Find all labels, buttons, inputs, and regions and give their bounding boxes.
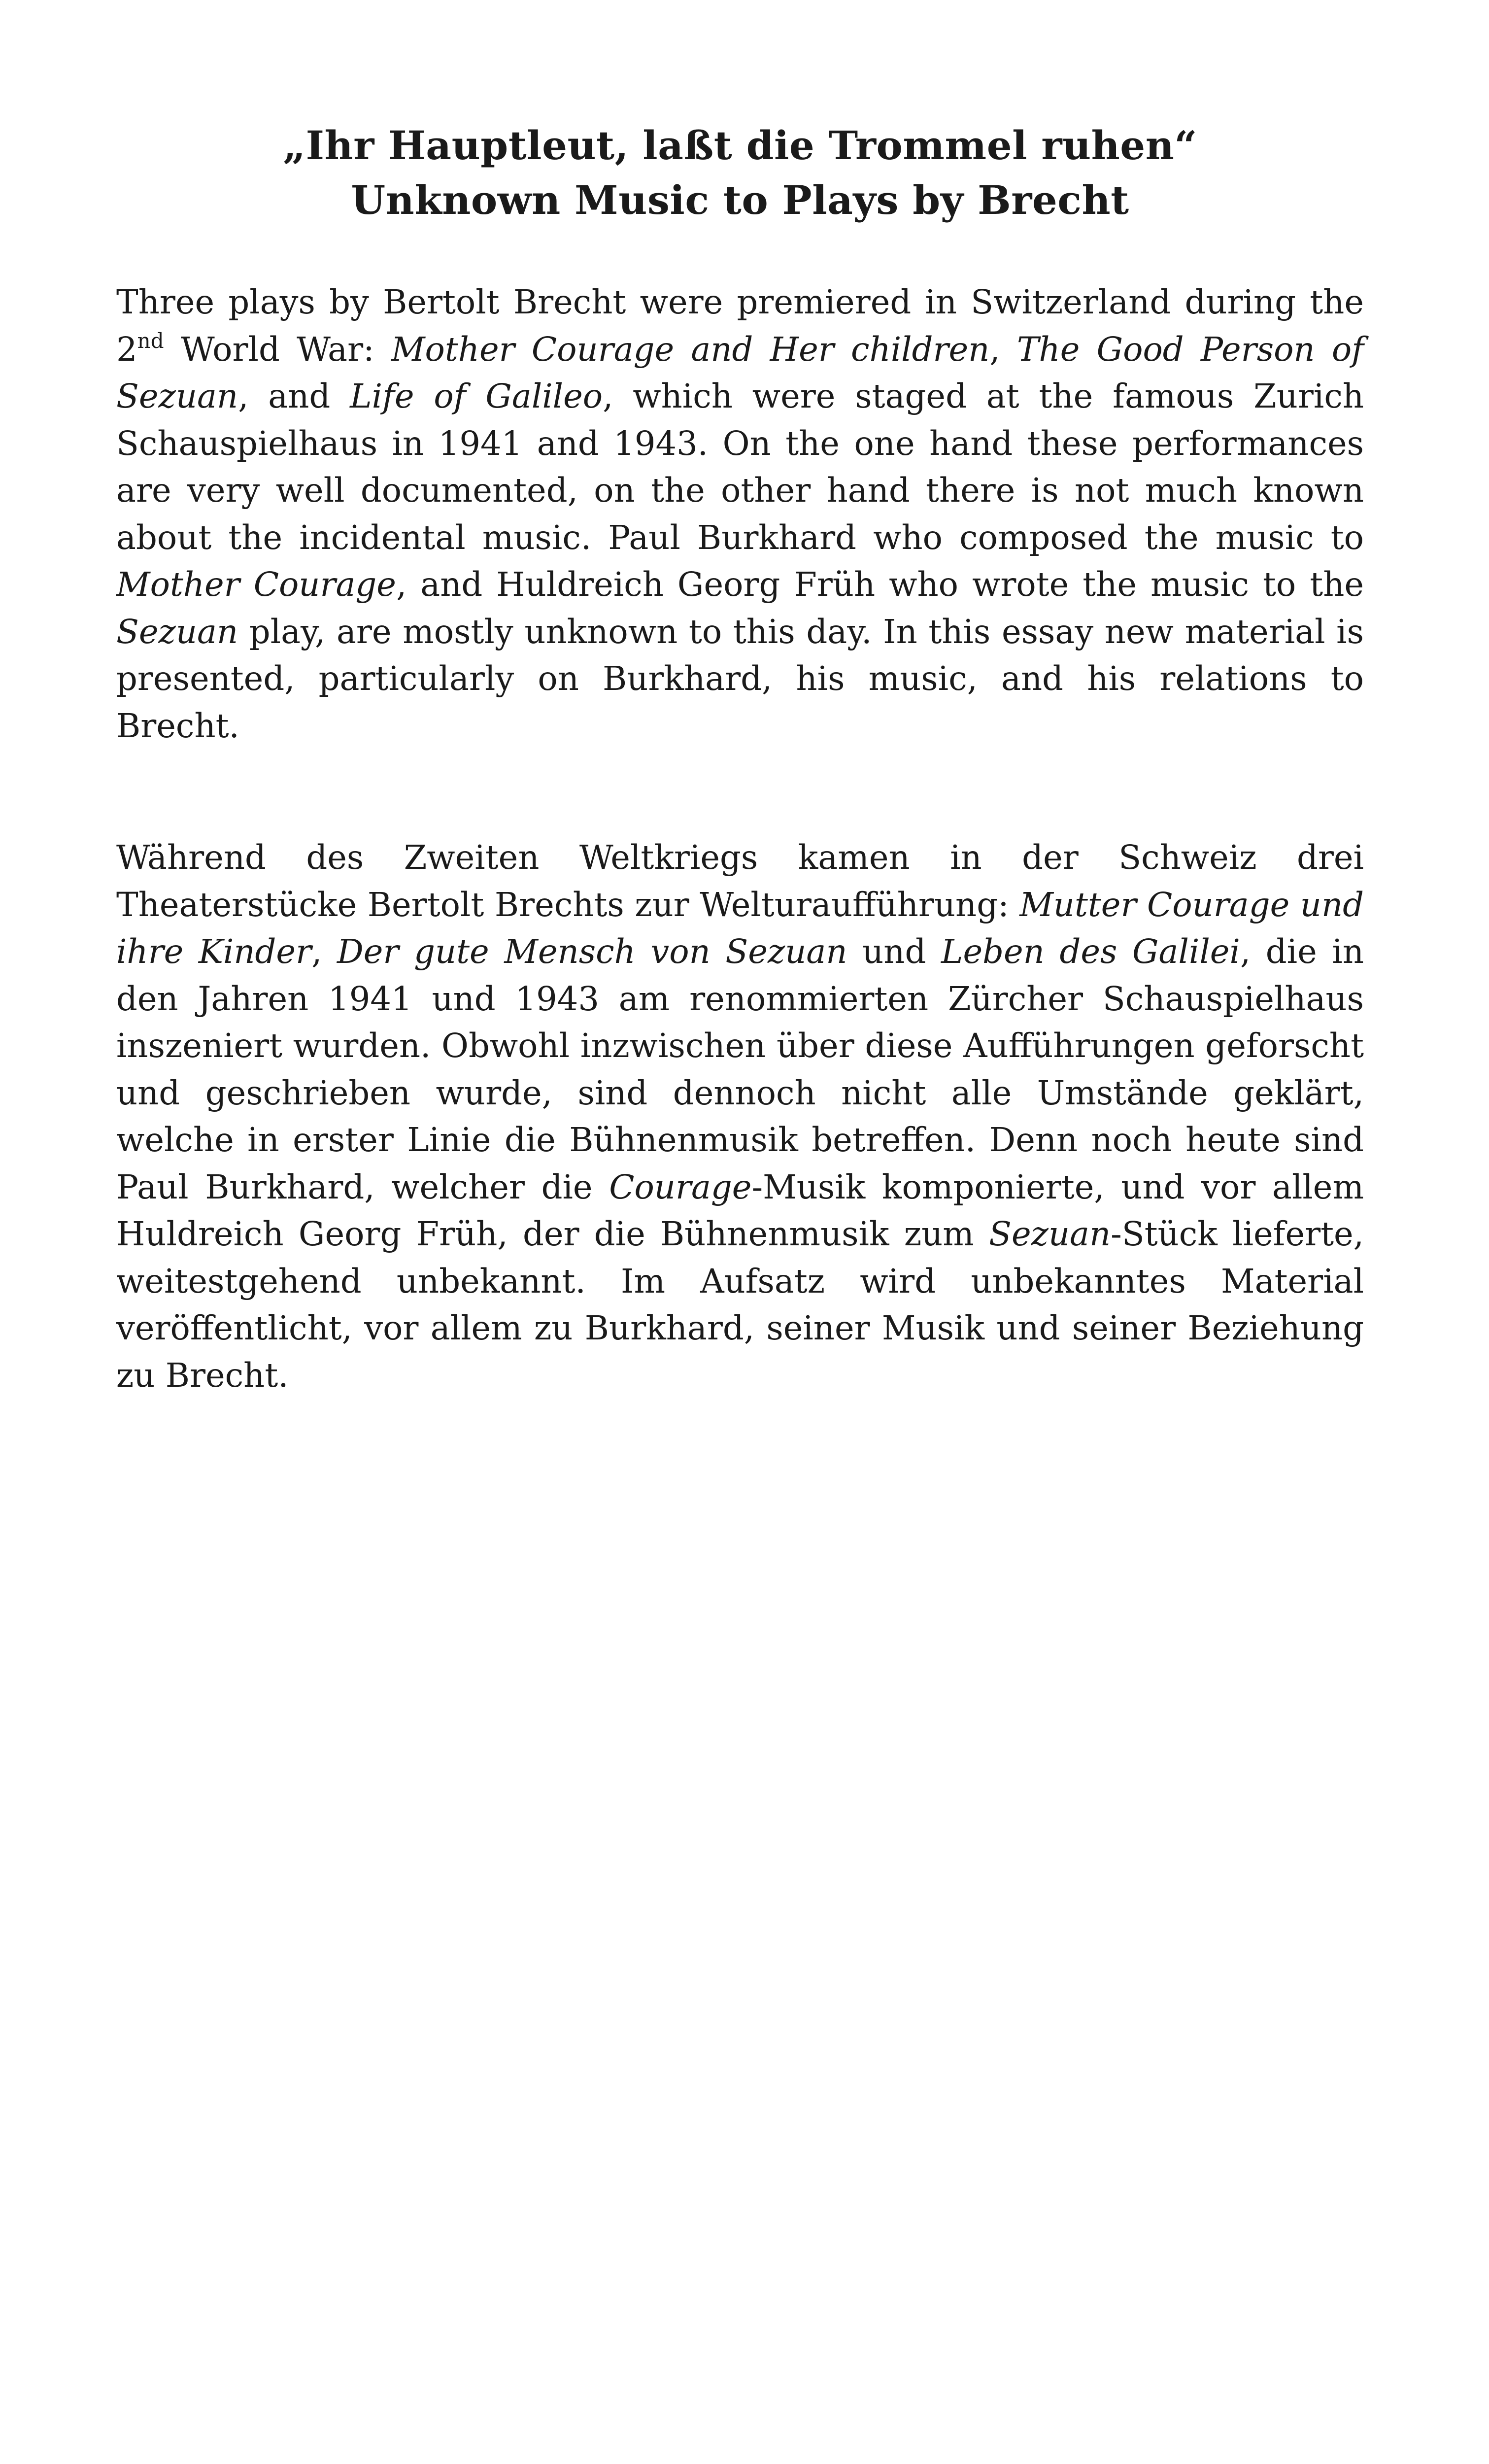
play-title-guter-mensch: Der gute Mensch von Sezuan — [337, 932, 847, 971]
abstract-de-text: , die in den Jahren 1941 und 1943 am renommierten Zürcher Schauspielhaus inszeniert wurden. Obwohl inzwischen über diese Aufführungen geforscht und geschrieben wurde, sind dennoch nicht alle Umstände geklärt, welche in erster Linie die Bühnenmusik betreffen. Denn noch heute sind Paul Burkhard, welcher die — [116, 932, 1364, 1206]
abstract-en-text: , and — [238, 377, 350, 415]
play-title-mother-courage-short: Mother Courage — [116, 565, 396, 604]
abstract-de-text: , — [311, 932, 338, 971]
play-title-good-person: The Good Person of Sezuan — [116, 330, 1364, 415]
abstract-de-text: und — [847, 932, 941, 971]
abstract-de-text: -Musik komponierte, und vor allem Huldreich Georg Früh, der die Bühnenmusik zum — [116, 1167, 1364, 1253]
abstract-english — [116, 279, 1364, 750]
abstract-en-text: Three plays by Bertolt Brecht were premiered in Switzerland during the 2 — [116, 283, 1364, 369]
title-line-german: „Ihr Hauptleut, laßt die Trommel ruhen“ — [283, 122, 1197, 169]
abstract-en-text: , and Huldreich Georg Früh who wrote the music to the — [396, 565, 1364, 604]
abstract-german — [116, 834, 1364, 1399]
play-title-sezuan: Sezuan — [116, 612, 238, 651]
play-title-courage: Courage — [609, 1167, 752, 1206]
abstract-de-text: Während des Zweiten Weltkriegs kamen in der Schweiz drei Theaterstücke Bertolt Brechts zur Welturaufführung: — [116, 838, 1364, 924]
play-title-mutter-courage: Mutter Courage und ihre Kinder — [116, 885, 1364, 971]
abstract-en-text: , which were staged at the famous Zurich Schauspielhaus in 1941 and 1943. On the one hand these performances are very well documented, on the other hand there is not much known about the incidental music. Paul Burkhard who composed the music to — [116, 377, 1364, 557]
play-title-mother-courage: Mother Courage and Her children — [391, 330, 990, 369]
ordinal-superscript: nd — [137, 328, 164, 353]
abstract-en-text: , — [989, 330, 1017, 369]
abstract-en-text: play, are mostly unknown to this day. In this essay new material is presented, particularly on Burkhard, his music, and his relations to Brecht. — [116, 612, 1364, 745]
abstract-de-text: -Stück lieferte, weitestgehend unbekannt. Im Aufsatz wird unbekanntes Material veröffentlicht, vor allem zu Burkhard, seiner Musik und seiner Beziehung zu Brecht. — [116, 1215, 1364, 1395]
play-title-sezuan-de: Sezuan — [989, 1215, 1111, 1253]
abstract-en-text: World War: — [164, 330, 391, 369]
article-title — [116, 118, 1364, 228]
title-line-english: Unknown Music to Plays by Brecht — [351, 177, 1129, 223]
play-title-galilei: Leben des Galilei — [941, 932, 1240, 971]
play-title-galileo: Life of Galileo — [350, 377, 603, 415]
